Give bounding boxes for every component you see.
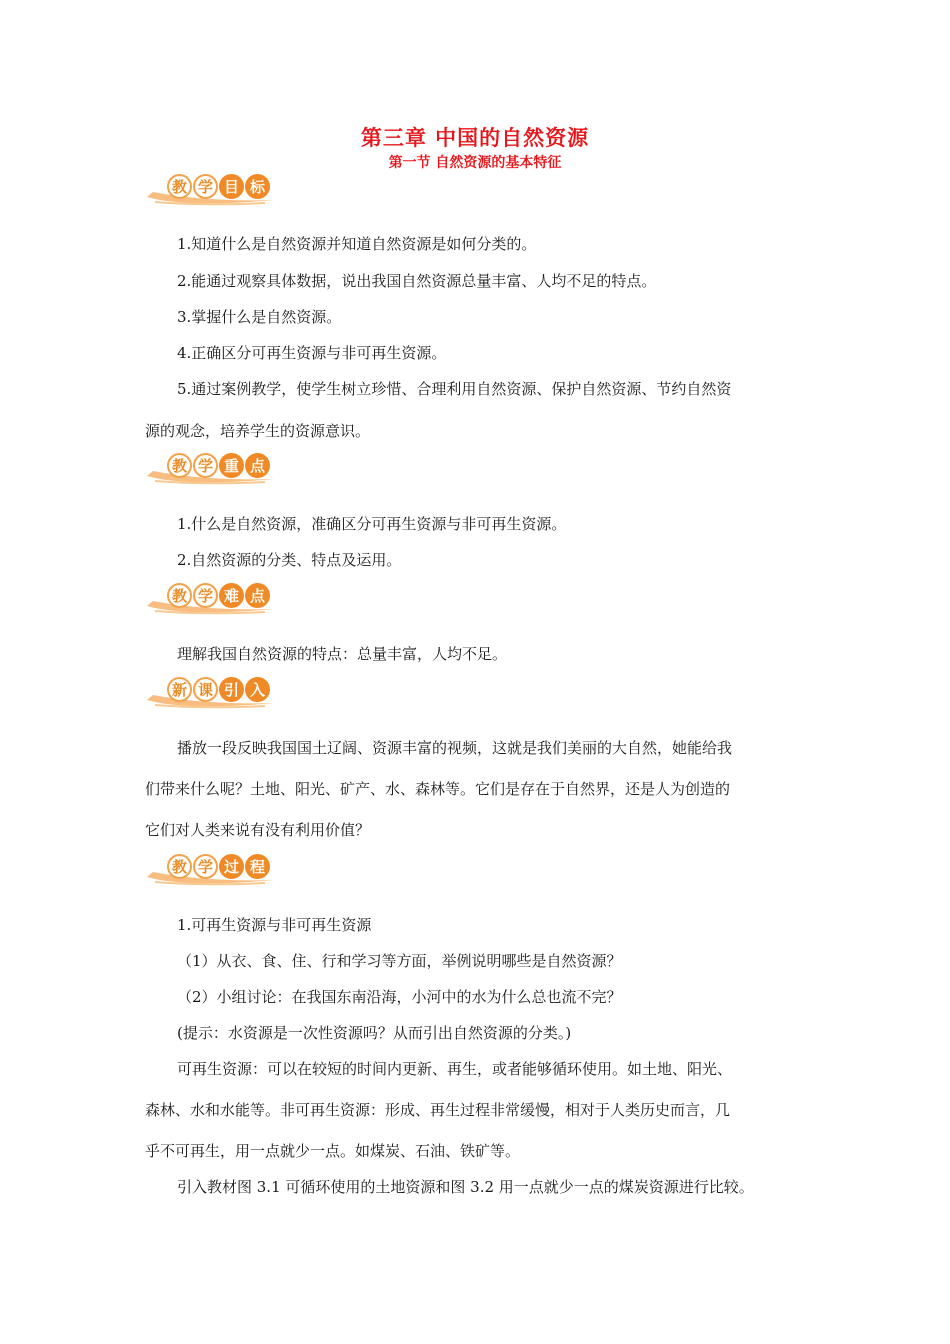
objective-item: 2.能通过观察具体数据，说出我国自然资源总量丰富、人均不足的特点。 [177, 272, 657, 290]
badge-char: 重 [219, 453, 244, 478]
badge-char: 教 [167, 583, 192, 608]
badge-char: 过 [219, 854, 244, 879]
objective-item: 1.知道什么是自然资源并知道自然资源是如何分类的。 [177, 235, 537, 253]
badge-char: 入 [245, 677, 270, 702]
badge-char: 点 [245, 453, 270, 478]
section-header-objectives [145, 172, 285, 208]
badge-char: 教 [167, 174, 192, 199]
process-line: （1）从衣、食、住、行和学习等方面，举例说明哪些是自然资源？ [177, 952, 622, 970]
intro-line: 们带来什么呢？土地、阳光、矿产、水、森林等。它们是存在于自然界，还是人为创造的 [145, 780, 731, 798]
badge-char: 教 [167, 854, 192, 879]
objective-item: 4.正确区分可再生资源与非可再生资源。 [177, 344, 447, 362]
key-point-item: 2.自然资源的分类、特点及运用。 [177, 551, 402, 569]
intro-line: 它们对人类来说有没有利用价值？ [145, 821, 371, 839]
process-line: 1.可再生资源与非可再生资源 [177, 916, 372, 934]
badge-char: 点 [245, 583, 270, 608]
intro-line: 播放一段反映我国国土辽阔、资源丰富的视频，这就是我们美丽的大自然，她能给我 [177, 739, 733, 757]
page-subtitle: 第一节 自然资源的基本特征 [388, 155, 562, 171]
process-line: 可再生资源：可以在较短的时间内更新、再生，或者能够循环使用。如土地、阳光、 [177, 1060, 733, 1078]
badge-char: 学 [193, 583, 218, 608]
badge-char: 目 [219, 174, 244, 199]
badge-char: 学 [193, 453, 218, 478]
objective-item: 5.通过案例教学，使学生树立珍惜、合理利用自然资源、保护自然资源、节约自然资 [177, 380, 732, 398]
badge-char: 新 [167, 677, 192, 702]
section-header-key-points [145, 451, 285, 487]
process-line: （2）小组讨论：在我国东南沿海，小河中的水为什么总也流不完？ [177, 988, 622, 1006]
badge-char: 学 [193, 174, 218, 199]
badge-char: 课 [193, 677, 218, 702]
section-header-difficulties [145, 581, 285, 617]
key-point-item: 1.什么是自然资源，准确区分可再生资源与非可再生资源。 [177, 515, 567, 533]
badge-char: 引 [219, 677, 244, 702]
process-line: 乎不可再生，用一点就少一点。如煤炭、石油、铁矿等。 [145, 1142, 521, 1160]
section-header-intro [145, 675, 285, 711]
badge-char: 标 [245, 174, 270, 199]
process-line: 引入教材图 3.1 可循环使用的土地资源和图 3.2 用一点就少一点的煤炭资源进行比较。 [177, 1178, 754, 1196]
badge-char: 程 [245, 854, 270, 879]
badge-char: 学 [193, 854, 218, 879]
section-header-process [145, 852, 285, 888]
badge-char: 难 [219, 583, 244, 608]
badge-char: 教 [167, 453, 192, 478]
page-title: 第三章 中国的自然资源 [360, 126, 590, 150]
difficulty-item: 理解我国自然资源的特点：总量丰富，人均不足。 [177, 645, 508, 663]
objective-item: 3.掌握什么是自然资源。 [177, 308, 342, 326]
process-line: 森林、水和水能等。非可再生资源：形成、再生过程非常缓慢，相对于人类历史而言，几 [145, 1101, 731, 1119]
objective-item: 源的观念，培养学生的资源意识。 [145, 422, 371, 440]
process-line: (提示：水资源是一次性资源吗？从而引出自然资源的分类。) [177, 1024, 572, 1042]
